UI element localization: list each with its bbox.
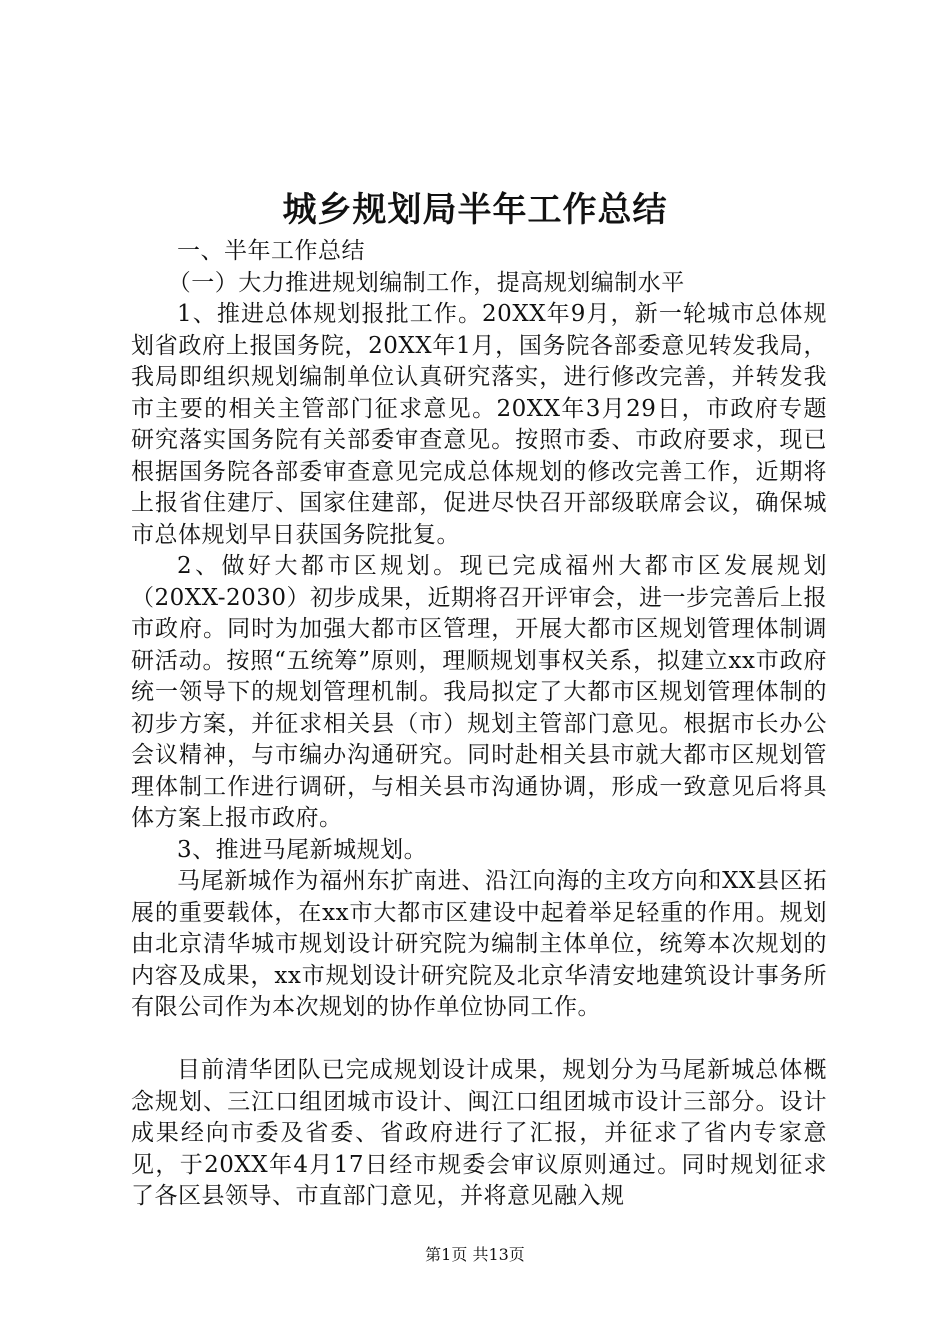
body-paragraph: 马尾新城作为福州东扩南进、沿江向海的主攻方向和XX县区拓展的重要载体，在xx市大都市区建设中起着举足轻重的作用。规划由北京清华城市规划设计研究院为编制主体单位，统筹本次规划的内容及成果，xx市规划设计研究院及北京华清安地建筑设计事务所有限公司作为本次规划的协作单位协同工作。 xyxy=(131,868,827,1020)
subsection-heading: （一）大力推进规划编制工作，提高规划编制水平 xyxy=(167,269,685,296)
item-heading: 3、推进马尾新城规划。 xyxy=(177,836,428,863)
document-title: 城乡规划局半年工作总结 xyxy=(282,190,668,230)
body-paragraph: 2、做好大都市区规划。现已完成福州大都市区发展规划（20XX-2030）初步成果，近期将召开评审会，进一步完善后上报市政府。同时为加强大都市区管理，开展大都市区规划管理体制调研活动。按照“五统筹”原则，理顺规划事权关系，拟建立xx市政府统一领导下的规划管理机制。我局拟定了大都市区规划管理体制的初步方案，并征求相关县（市）规划主管部门意见。根据市长办公会议精神，与市编办沟通研究。同时赴相关县市就大都市区规划管理体制工作进行调研，与相关县市沟通协调，形成一致意见后将具体方案上报市政府。 xyxy=(131,553,827,831)
paragraph-gap xyxy=(131,1024,827,1056)
section-heading: 一、半年工作总结 xyxy=(177,238,365,264)
page-footer: 第1页 共13页 xyxy=(425,1245,525,1264)
body-paragraph: 1、推进总体规划报批工作。20XX年9月，新一轮城市总体规划省政府上报国务院，20XX年1月，国务院各部委意见转发我局，我局即组织规划编制单位认真研究落实，进行修改完善，并转发我市主要的相关主管部门征求意见。20XX年3月29日，市政府专题研究落实国务院有关部委审查意见。按照市委、市政府要求，现已根据国务院各部委审查意见完成总体规划的修改完善工作，近期将上报省住建厅、国家住建部，促进尽快召开部级联席会议，确保城市总体规划早日获国务院批复。 xyxy=(131,301,827,548)
document-body xyxy=(131,236,827,1213)
body-paragraph: 目前清华团队已完成规划设计成果，规划分为马尾新城总体概念规划、三江口组团城市设计、闽江口组团城市设计三部分。设计成果经向市委及省委、省政府进行了汇报，并征求了省内专家意见，于20XX年4月17日经市规委会审议原则通过。同时规划征求了各区县领导、市直部门意见，并将意见融入规 xyxy=(131,1057,827,1209)
